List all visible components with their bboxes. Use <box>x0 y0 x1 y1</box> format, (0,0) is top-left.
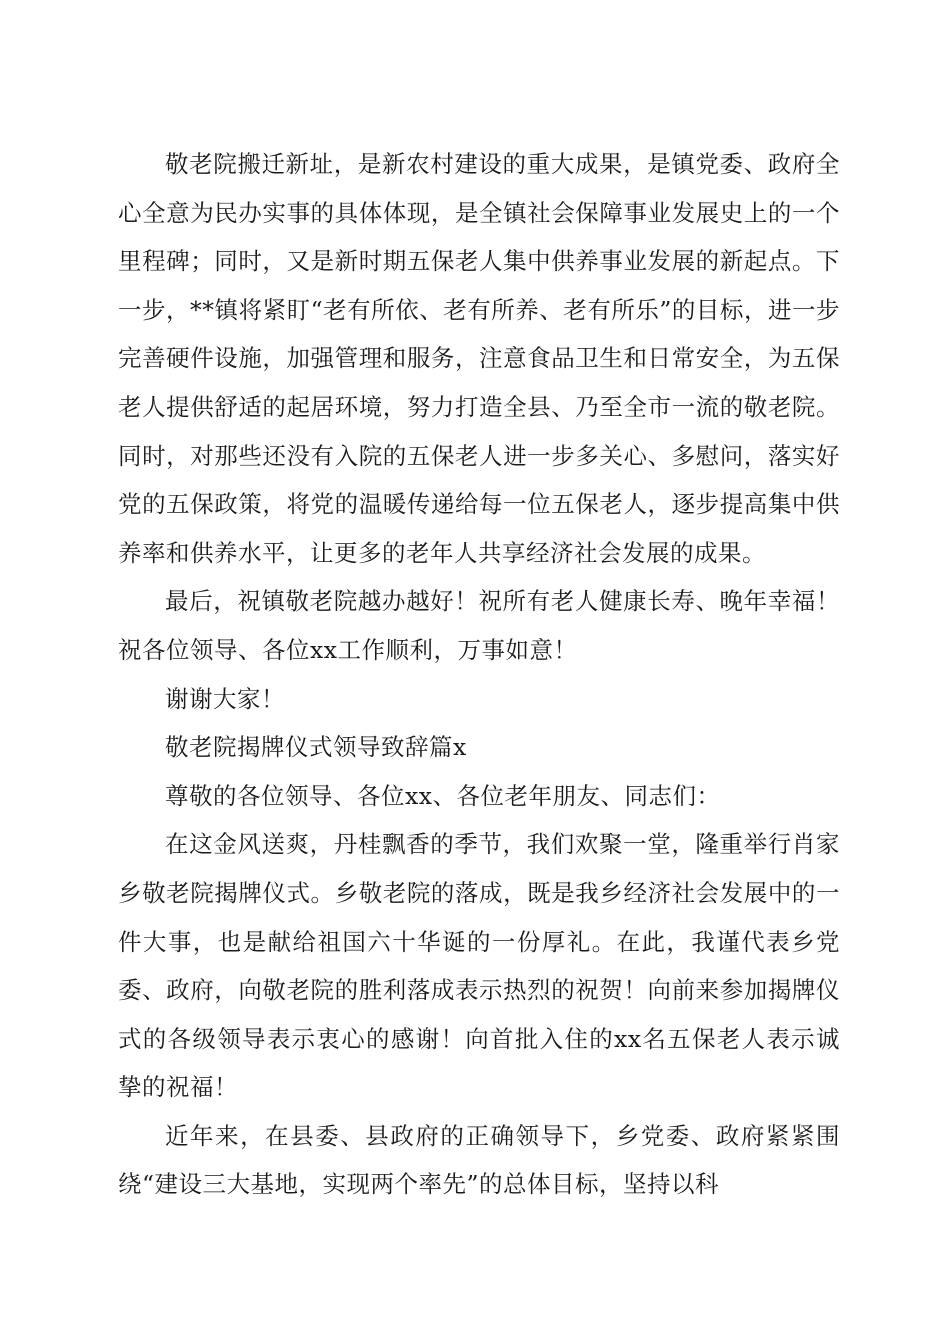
section-title: 敬老院揭牌仪式领导致辞篇x <box>165 733 467 762</box>
salutation: 尊敬的各位领导、各位xx、各位老年朋友、同志们： <box>165 781 721 810</box>
paragraph-2: 最后，祝镇敬老院越办越好！祝所有老人健康长寿、晚年幸福！祝各位领导、各位xx工作顺利，万事如意！ <box>118 587 840 664</box>
paragraph-1: 敬老院搬迁新址，是新农村建设的重大成果，是镇党委、政府全心全意为民办实事的具体体现，是全镇社会保障事业发展史上的一个里程碑；同时，又是新时期五保老人集中供养事业发展的新起点。下一步，**镇将紧盯“老有所依、老有所养、老有所乐”的目标，进一步完善硬件设施，加强管理和服务，注意食品卫生和日常安全，为五保老人提供舒适的起居环境，努力打造全县、乃至全市一流的敬老院。同时，对那些还没有入院的五保老人进一步多关心、多慰问，落实好党的五保政策，将党的温暖传递给每一位五保老人，逐步提高集中供养率和供养水平，让更多的老年人共享经济社会发展的成果。 <box>118 150 840 567</box>
paragraph-6: 在这金风送爽，丹桂飘香的季节，我们欢聚一堂，隆重举行肖家乡敬老院揭牌仪式。乡敬老院的落成，既是我乡经济社会发展中的一件大事，也是献给祖国六十华诞的一份厚礼。在此，我谨代表乡党委、政府，向敬老院的胜利落成表示热烈的祝贺！向前来参加揭牌仪式的各级领导表示衷心的感谢！向首批入住的xx名五保老人表示诚挚的祝福！ <box>118 830 840 1102</box>
paragraph-7: 近年来，在县委、县政府的正确领导下，乡党委、政府紧紧围绕“建设三大基地，实现两个率先”的总体目标，坚持以科 <box>118 1121 840 1199</box>
paragraph-3: 谢谢大家！ <box>165 684 285 713</box>
